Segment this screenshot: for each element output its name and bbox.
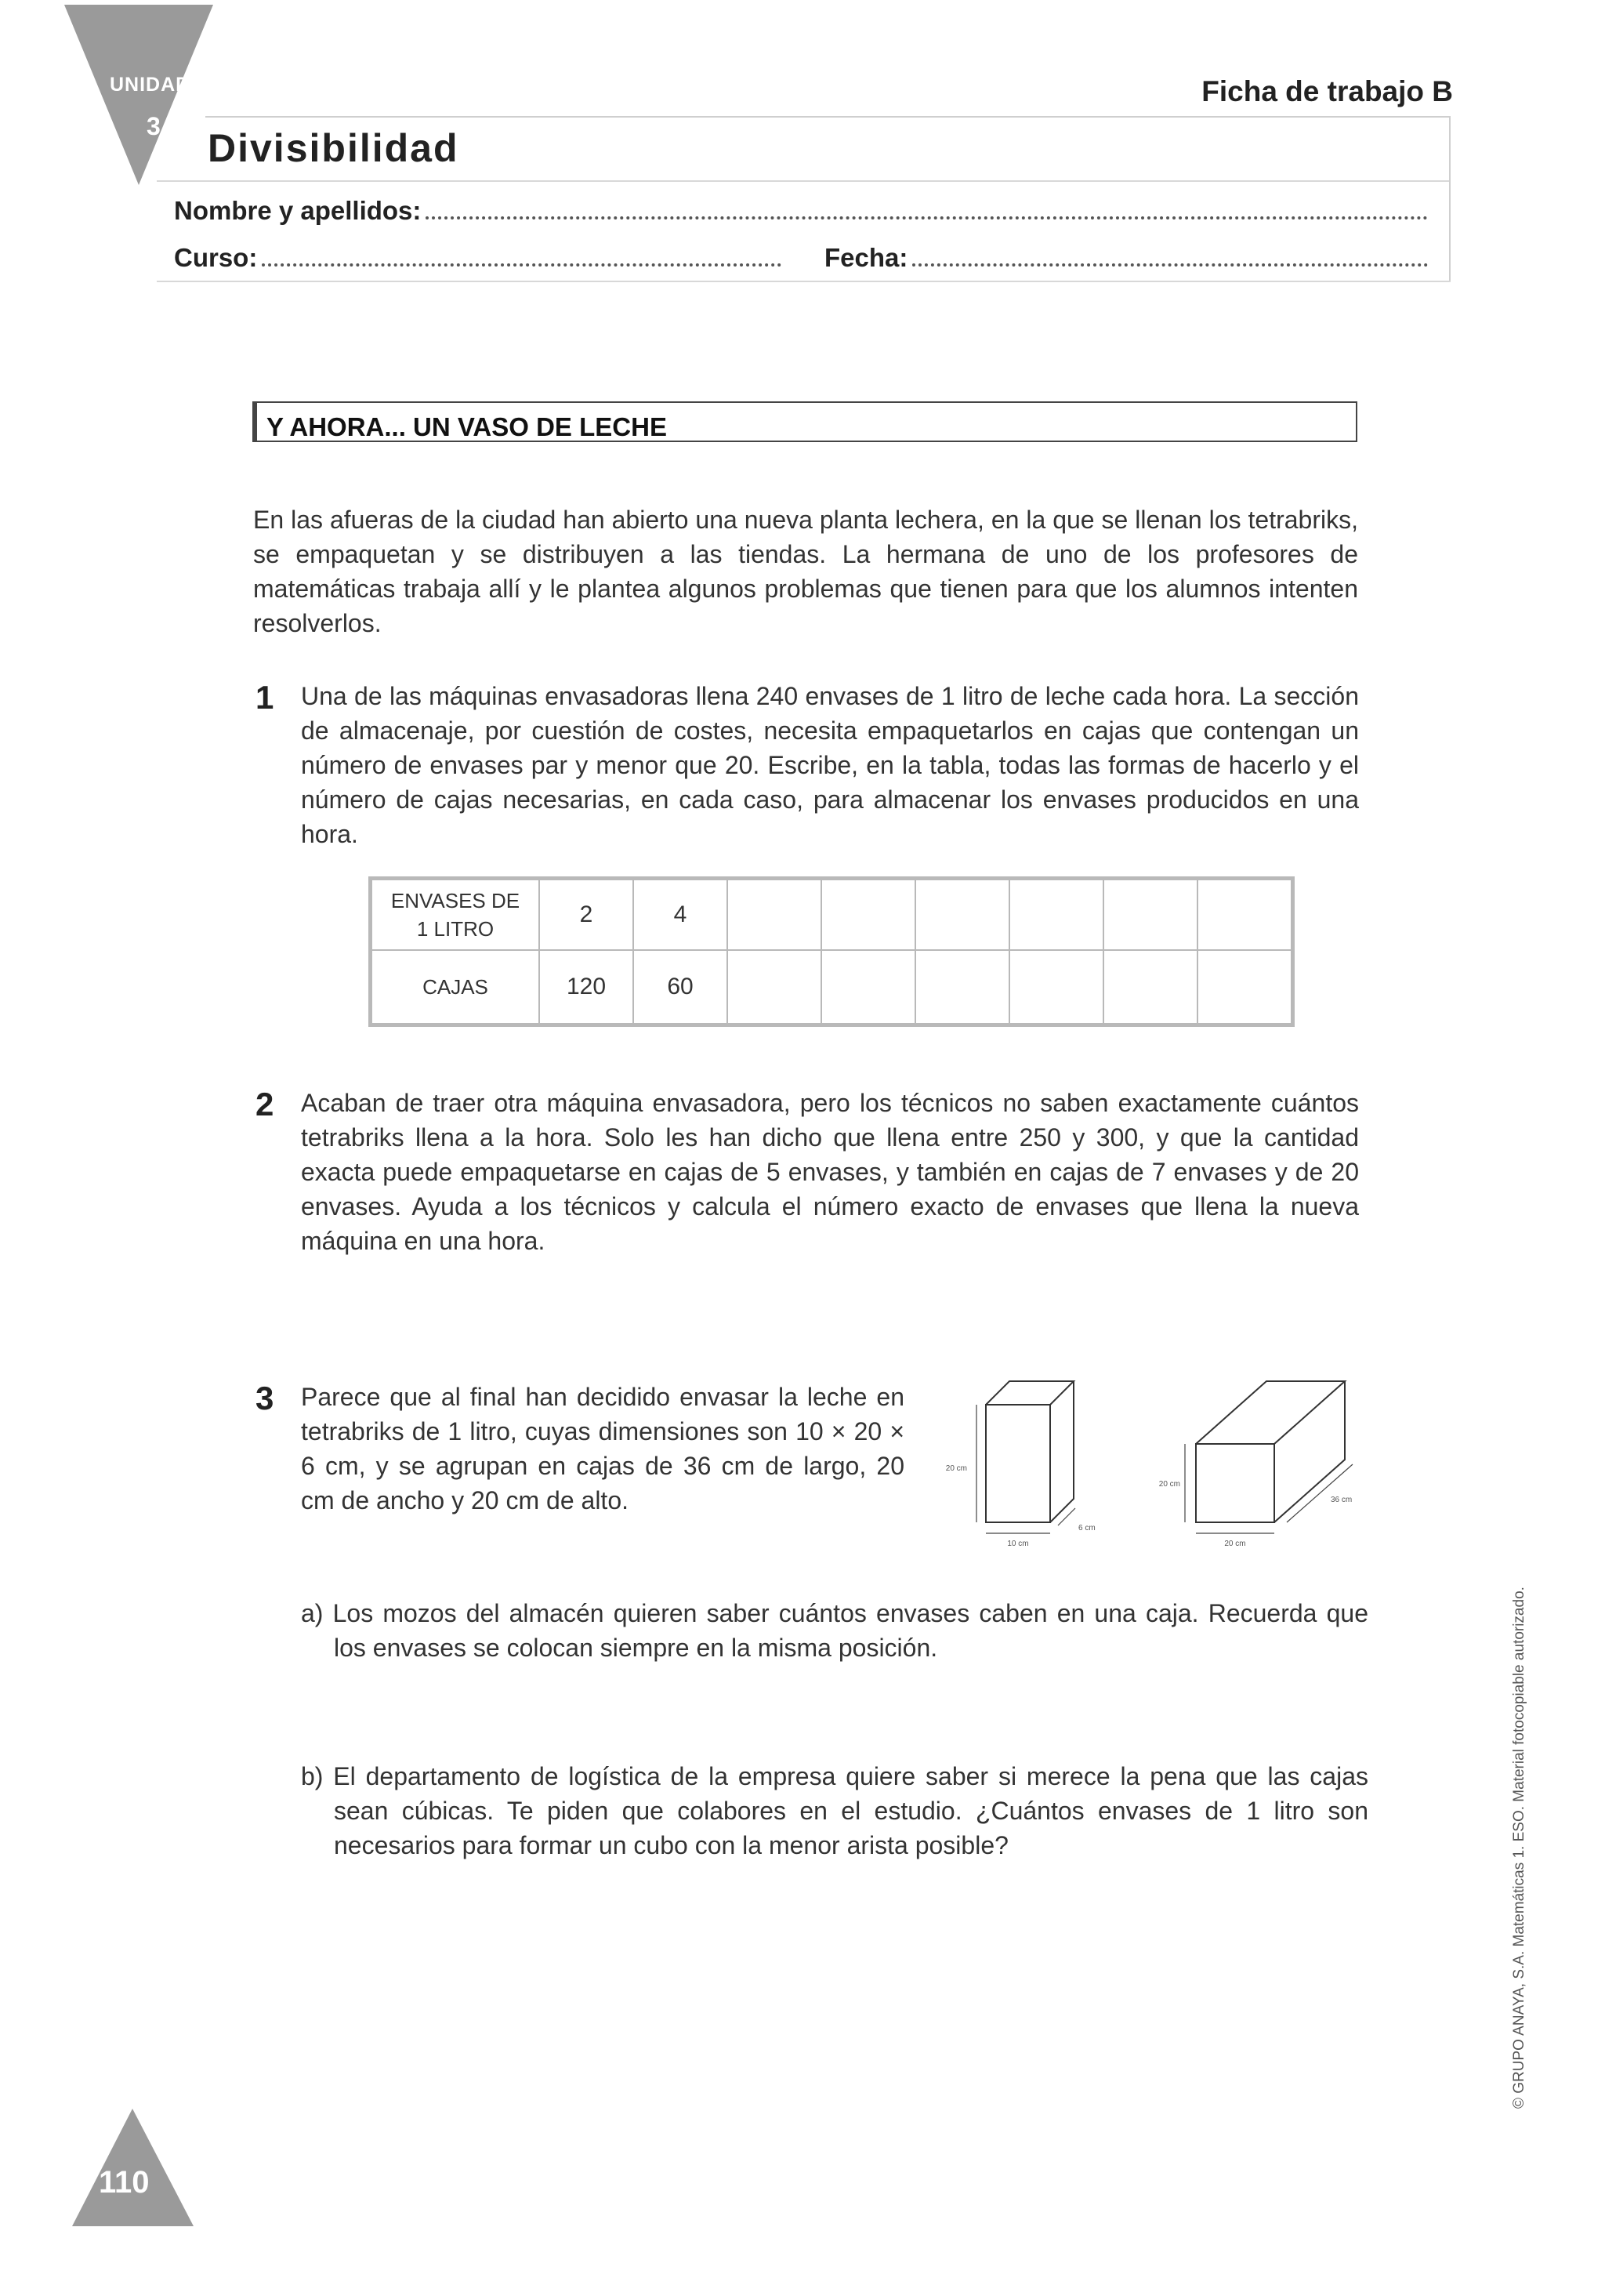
- box-depth-label: 36 cm: [1331, 1496, 1353, 1504]
- problem-3b-text: b) El departamento de logística de la empresa quiere saber si merece la pena que las cajas sean cúbicas. Te piden que colabores en el estudio. ¿Cuántos envases de 1 litro son necesarios para formar un cubo con la menor arista posible?: [301, 1762, 1368, 1859]
- table-cell[interactable]: [915, 950, 1009, 1025]
- header-rule: [205, 116, 1450, 118]
- name-field[interactable]: [174, 196, 1428, 226]
- name-label: Nombre y apellidos:: [174, 196, 422, 225]
- boxes-figure: [933, 1377, 1379, 1557]
- table-cell[interactable]: [1103, 879, 1197, 951]
- box-dimension-lines: [1185, 1444, 1353, 1533]
- table-cell[interactable]: [1197, 950, 1293, 1025]
- page-title: Divisibilidad: [208, 126, 459, 170]
- carton-depth-label: 6 cm: [1078, 1524, 1096, 1532]
- problem-2-text: Acaban de traer otra máquina envasadora, pero los técnicos no saben exactamente cuántos tetrabriks llena a la hora. Solo les han dicho que llena entre 250 y 300, y que la cantidad exacta puede empaquetarse en cajas de 5 envases, y también en cajas de 7 envases y de 20 envases. Ayuda a los técnicos y calcula el número exacto de envases que llena la nueva máquina en una hora.: [301, 1089, 1359, 1255]
- problem-3-number: 3: [255, 1380, 274, 1416]
- problem-1-text: Una de las máquinas envasadoras llena 240 envases de 1 litro de leche cada hora. La sección de almacenaje, por cuestión de costes, necesita empaquetarlos en cajas que contengan un número de envases par y menor que 20. Escribe, en la tabla, todas las formas de hacerlo y el número de cajas necesarias, en cada caso, para almacenar los envases producidos en una hora.: [301, 682, 1359, 848]
- table-cell[interactable]: [727, 879, 821, 951]
- table-cell[interactable]: 4: [633, 879, 727, 951]
- table-header-line1: ENVASES DE: [390, 889, 520, 912]
- unit-label: UNIDAD: [110, 74, 191, 96]
- copyright-notice: © GRUPO ANAYA, S.A. Matemáticas 1. ESO. Material fotocopiable autorizado.: [1511, 1587, 1527, 2109]
- table-cell[interactable]: [915, 879, 1009, 951]
- problem-1-number: 1: [255, 679, 274, 716]
- course-label: Curso:: [174, 243, 258, 272]
- table-cell[interactable]: [821, 879, 915, 951]
- header-frame-bottom: [157, 281, 1451, 282]
- page-number: 110: [99, 2165, 150, 2200]
- course-dotted-line[interactable]: [262, 243, 781, 267]
- box-height-label: 20 cm: [1158, 1480, 1180, 1489]
- table-cell[interactable]: [1197, 879, 1293, 951]
- problem-2-number: 2: [255, 1086, 274, 1123]
- problem-3-text: Parece que al final han decidido envasar la leche en tetrabriks de 1 litro, cuyas dimensiones son 10 × 20 × 6 cm, y se agrupan en cajas de 36 cm de largo, 20 cm de ancho y 20 cm de alto.: [301, 1383, 904, 1514]
- table-cell[interactable]: 60: [633, 950, 727, 1025]
- carton-dimension-lines: [976, 1405, 1075, 1533]
- date-dotted-line[interactable]: [912, 243, 1428, 267]
- table-cell[interactable]: [1009, 950, 1103, 1025]
- date-field[interactable]: [824, 243, 1428, 273]
- table-cell[interactable]: [727, 950, 821, 1025]
- table-cell[interactable]: [1103, 950, 1197, 1025]
- course-field[interactable]: [174, 243, 781, 273]
- table-header-envases: [371, 879, 540, 951]
- unit-number: 3: [147, 112, 161, 140]
- table-cell[interactable]: [1009, 879, 1103, 951]
- table-row-envases: [371, 879, 1293, 951]
- table-row-cajas: [371, 950, 1293, 1025]
- packing-table: [368, 876, 1295, 1027]
- table-header-cajas: CAJAS: [371, 950, 540, 1025]
- table-cell[interactable]: 2: [539, 879, 633, 951]
- carton-height-label: 20 cm: [945, 1464, 967, 1473]
- problem-3a-text: a) Los mozos del almacén quieren saber cuántos envases caben en una caja. Recuerda que los envases se colocan siempre en la misma posición.: [301, 1599, 1368, 1662]
- intro-paragraph: En las afueras de la ciudad han abierto una nueva planta lechera, en la que se llenan los tetrabriks, se empaquetan y se distribuyen a las tiendas. La hermana de uno de los profesores de matemáticas trabaja allí y le plantea algunos problemas que tienen para que los alumnos intenten resolverlos.: [253, 506, 1358, 637]
- carton-drawing: [986, 1381, 1074, 1522]
- worksheet-label: Ficha de trabajo B: [1201, 75, 1453, 107]
- box-drawing: [1196, 1381, 1345, 1522]
- section-title: Y AHORA... UN VASO DE LECHE: [266, 412, 667, 441]
- name-dotted-line[interactable]: [426, 196, 1428, 219]
- header-divider: [157, 180, 1450, 182]
- header-frame: [1449, 116, 1451, 282]
- table-header-line2: 1 LITRO: [416, 917, 495, 941]
- carton-width-label: 10 cm: [1007, 1540, 1029, 1548]
- table-cell[interactable]: [821, 950, 915, 1025]
- table-cell[interactable]: 120: [539, 950, 633, 1025]
- date-label: Fecha:: [824, 243, 908, 272]
- box-width-label: 20 cm: [1224, 1540, 1246, 1548]
